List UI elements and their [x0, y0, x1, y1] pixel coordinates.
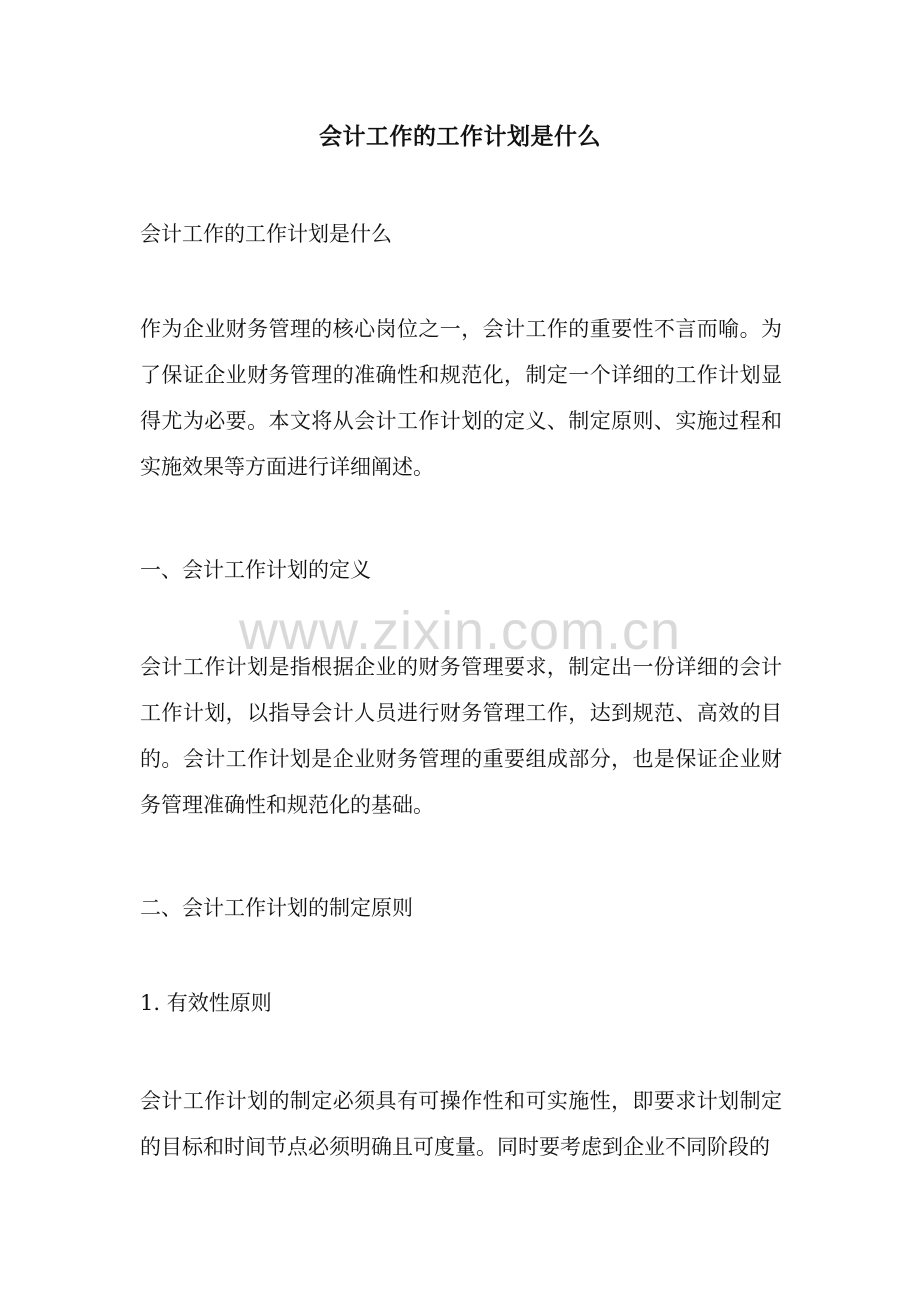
- section-1-heading: 一、会计工作计划的定义: [140, 558, 371, 582]
- watermark-text: www.zixin.com.cn: [238, 601, 682, 661]
- document-subtitle: 会计工作的工作计划是什么: [140, 222, 392, 246]
- section-2-heading: 二、会计工作计划的制定原则: [140, 896, 413, 920]
- subsection-1-body: 会计工作计划的制定必须具有可操作性和可实施性，即要求计划制定的目标和时间节点必须明确且可度量。同时要考虑到企业不同阶段的: [140, 1089, 782, 1159]
- document-title: 会计工作的工作计划是什么: [319, 123, 601, 150]
- intro-paragraph: 作为企业财务管理的核心岗位之一，会计工作的重要性不言而喻。为了保证企业财务管理的准确性和规范化，制定一个详细的工作计划显得尤为必要。本文将从会计工作计划的定义、制定原则、实施过程和实施效果等方面进行详细阐述。: [140, 317, 782, 479]
- section-1-body: 会计工作计划是指根据企业的财务管理要求，制定出一份详细的会计工作计划，以指导会计人员进行财务管理工作，达到规范、高效的目的。会计工作计划是企业财务管理的重要组成部分，也是保证企业财务管理准确性和规范化的基础。: [140, 655, 782, 817]
- subsection-1-heading: 1. 有效性原则: [140, 991, 272, 1015]
